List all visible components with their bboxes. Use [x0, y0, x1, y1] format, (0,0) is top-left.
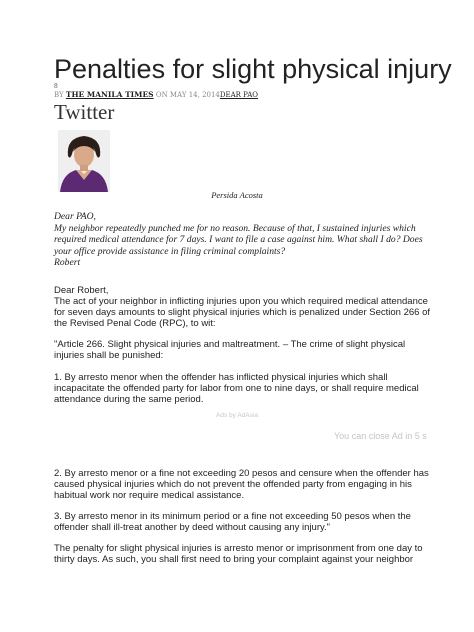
twitter-heading[interactable]: Twitter — [54, 100, 115, 124]
author-photo — [58, 130, 110, 192]
letter-body: My neighbor repeatedly punched me for no reason. Because of that, I sustained injuries which required medical attendance for 7 days. I want to file a case against him. What shall I do? Does your office provide assistance in filing criminal complaints? — [54, 223, 423, 257]
reply-greeting: Dear Robert, — [54, 285, 109, 296]
byline — [54, 84, 258, 100]
portrait-image — [58, 130, 110, 192]
penalty-item-3: 3. By arresto menor in its minimum period or a fine not exceeding 50 pesos when the offender shall ill-treat another by deed without causing any injury." — [54, 511, 411, 534]
reply-paragraph-last: The penalty for slight physical injuries is arresto menor or imprisonment from one day to thirty days. As such, you shall first need to bring your complaint against your neighbor — [54, 543, 423, 566]
article-title: Penalties for slight physical injury — [54, 54, 452, 84]
penalty-item-2: 2. By arresto menor or a fine not exceeding 20 pesos and censure when the offender has caused physical injuries which do not prevent the offended party from engaging in his habitual work nor require medical assistance. — [54, 468, 429, 502]
category-link[interactable]: DEAR PAO — [219, 91, 259, 99]
close-ad-countdown[interactable]: You can close Ad in 5 s — [334, 431, 427, 441]
byline-prefix: BY — [54, 91, 64, 99]
author-link[interactable]: THE MANILA TIMES — [65, 90, 154, 99]
publish-date: ON MAY 14, 2014 — [155, 91, 220, 99]
letter-signature: Robert — [54, 256, 81, 268]
reply-paragraph-1: The act of your neighbor in inflicting injuries upon you which required medical attendance for seven days amounts to slight physical injuries which is penalized under Section 266 of the Revised Penal Code (RPC), to wit: — [54, 296, 430, 330]
ad-label[interactable]: Ads by AdAsia — [216, 412, 258, 419]
byline-mark: 8 — [54, 83, 58, 90]
article-quote-intro: "Article 266. Slight physical injuries and maltreatment. – The crime of slight physical injuries shall be punished: — [54, 339, 406, 362]
letter-greeting: Dear PAO, — [54, 211, 96, 222]
photo-caption: Persida Acosta — [211, 190, 263, 200]
reader-letter — [54, 211, 434, 268]
penalty-item-1: 1. By arresto menor when the offender has inflicted physical injuries which shall incapacitate the offended party for labor from one to nine days, or shall require medical attendance during the same period. — [54, 372, 419, 406]
